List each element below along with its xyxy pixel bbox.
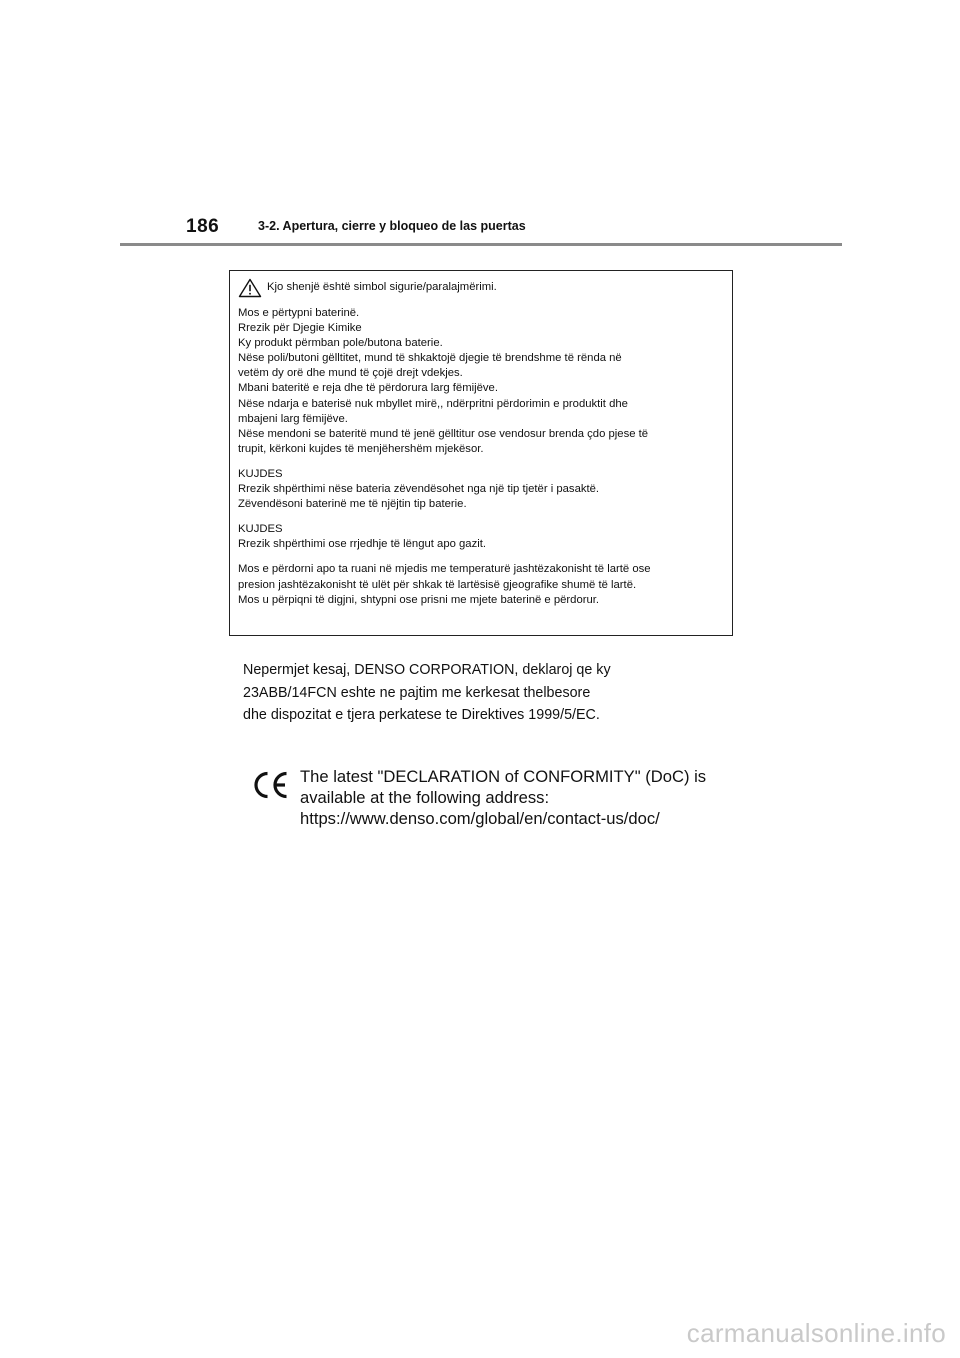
warning-line: Nëse mendoni se bateritë mund të jenë gëlltitur ose vendosur brenda çdo pjese të (238, 427, 649, 440)
warning-paragraph-leakage (238, 522, 724, 552)
warning-line: KUJDES (238, 467, 283, 480)
declaration-text (243, 659, 611, 727)
warning-line: Ky produkt përmban pole/butona baterie. (238, 337, 443, 350)
warning-line: Nëse ndarja e baterisë nuk mbyllet mirë,, ndërpritni përdorimin e produktit dhe (238, 397, 628, 410)
warning-line: presion jashtëzakonisht të ulët për shkak të lartësisë gjeografike shumë të lartë. (238, 578, 637, 591)
warning-line: Mbani bateritë e reja dhe të përdorura larg fëmijëve. (238, 382, 498, 395)
warning-paragraph-ingestion (238, 306, 724, 457)
battery-warning-box (229, 270, 733, 636)
warning-paragraph-replacement (238, 467, 724, 512)
ce-mark (252, 770, 290, 805)
warning-heading-text: Kjo shenjë është simbol sigurie/paralajmërimi. (267, 281, 497, 294)
warning-line: Mos u përpiqni të digjni, shtypni ose prisni me mjete baterinë e përdorur. (238, 593, 600, 606)
warning-line: Rrezik shpërthimi nëse bateria zëvendësohet nga një tip tjetër i pasaktë. (238, 483, 600, 496)
header-rule (120, 243, 842, 246)
warning-line: Mos e përtypni baterinë. (238, 307, 360, 319)
warning-line: KUJDES (238, 523, 283, 536)
declaration-line: 23ABB/14FCN eshte ne pajtim me kerkesat thelbesore (243, 684, 591, 701)
watermark: carmanualsonline.info (686, 1318, 946, 1348)
conformity-url[interactable]: https://www.denso.com/global/en/contact-us/doc/ (300, 809, 660, 828)
warning-line: Rrezik shpërthimi ose rrjedhje të lëngut apo gazit. (238, 538, 487, 551)
page-number: 186 (186, 216, 220, 237)
warning-heading (238, 278, 724, 298)
declaration-line: dhe dispozitat e tjera perkatese te Direktives 1999/5/EC. (243, 707, 600, 723)
section-title: 3-2. Apertura, cierre y bloqueo de las puertas (258, 219, 526, 233)
warning-line: Rrezik për Djegie Kimike (238, 322, 362, 335)
warning-line: mbajeni larg fëmijëve. (238, 412, 348, 425)
conformity-line: The latest "DECLARATION of CONFORMITY" (DoC) is (300, 767, 707, 786)
declaration-line: Nepermjet kesaj, DENSO CORPORATION, deklaroj qe ky (243, 662, 611, 678)
ce-mark-icon (252, 770, 290, 800)
warning-line: vetëm dy orë dhe mund të çojë drejt vdekjes. (238, 367, 463, 380)
warning-triangle-icon (238, 278, 262, 298)
warning-line: Mos e përdorni apo ta ruani në mjedis me temperaturë jashtëzakonisht të lartë ose (238, 563, 651, 576)
conformity-line: available at the following address: (300, 788, 550, 807)
conformity-text (300, 766, 706, 829)
warning-line: trupit, kërkoni kujdes të menjëhershëm mjekësor. (238, 442, 484, 455)
warning-line: Zëvendësoni baterinë me të njëjtin tip baterie. (238, 498, 467, 511)
warning-line: Nëse poli/butoni gëlltitet, mund të shkaktojë djegie të brendshme të rënda në (238, 352, 622, 365)
warning-paragraph-environment (238, 562, 724, 607)
